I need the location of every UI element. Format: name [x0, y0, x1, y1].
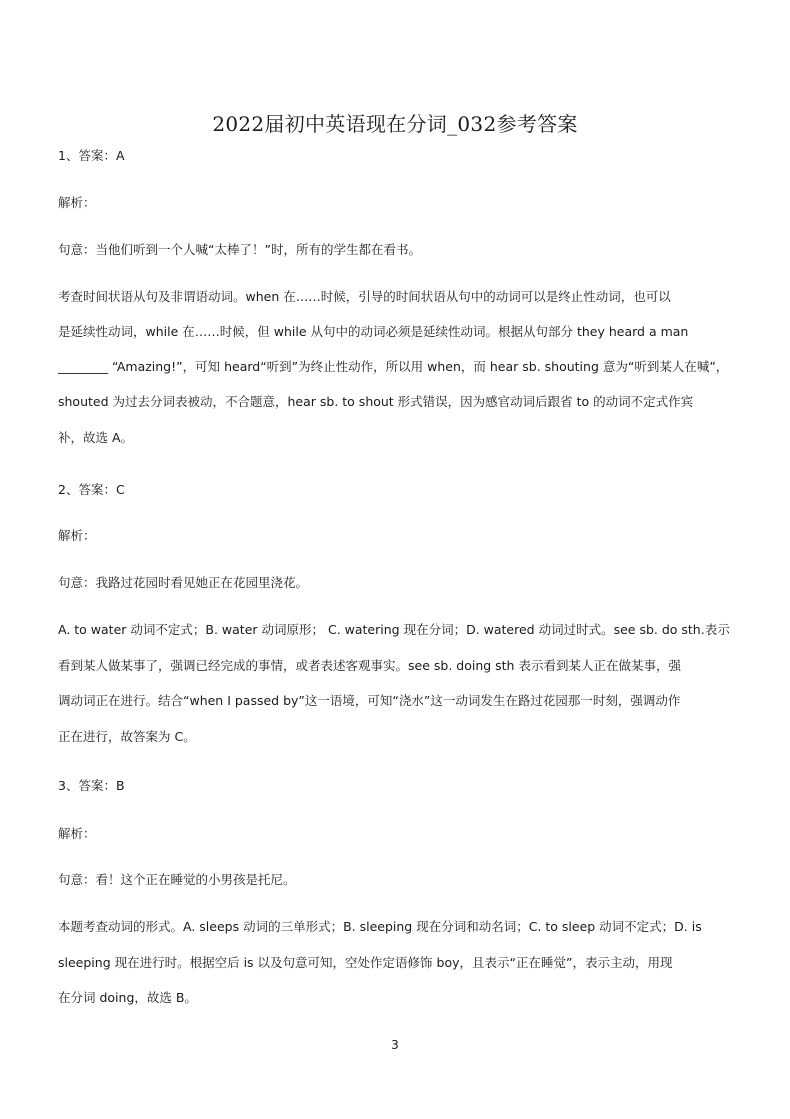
meaning-3: 句意：看！这个正在睡觉的小男孩是托尼。: [58, 872, 296, 887]
answer-1: 1、答案：A: [58, 148, 125, 163]
answer-2: 2、答案：C: [58, 482, 125, 497]
explanation-1-line-3: ________ “Amazing!”，可知 heard“听到”为终止性动作，所以用 when，而 hear sb. shouting 意为“听到某人在喊”，: [58, 359, 729, 374]
explanation-3-line-3: 在分词 doing，故选 B。: [58, 990, 197, 1005]
explanation-1-line-2: 是延续性动词，while 在……时候，但 while 从句中的动词必须是延续性动词。根据从句部分 they heard a man: [58, 324, 689, 339]
page-number: 3: [391, 1038, 399, 1052]
explanation-2-line-4: 正在进行，故答案为 C。: [58, 729, 196, 744]
meaning-2: 句意：我路过花园时看见她正在花园里浇花。: [58, 575, 309, 590]
explanation-1-line-4: shouted 为过去分词表被动，不合题意，hear sb. to shout 形式错误，因为感官动词后跟省 to 的动词不定式作宾: [58, 394, 694, 409]
explanation-2-line-2: 看到某人做某事了，强调已经完成的事情，或者表述客观事实。see sb. doing sth 表示看到某人正在做某事，强: [58, 658, 681, 673]
analysis-label-1: 解析：: [58, 195, 96, 210]
document-title: 2022届初中英语现在分词_032参考答案: [212, 112, 578, 136]
analysis-label-2: 解析：: [58, 528, 96, 543]
explanation-2-line-1: A. to water 动词不定式；B. water 动词原形； C. watering 现在分词；D. watered 动词过时式。see sb. do sth.表示: [58, 622, 730, 637]
explanation-1-line-1: 考查时间状语从句及非谓语动词。when 在……时候，引导的时间状语从句中的动词可以是终止性动词，也可以: [58, 289, 671, 304]
explanation-3-line-2: sleeping 现在进行时。根据空后 is 以及句意可知，空处作定语修饰 boy，且表示“正在睡觉”，表示主动，用现: [58, 955, 673, 970]
meaning-1: 句意：当他们听到一个人喊“太棒了！”时，所有的学生都在看书。: [58, 242, 421, 257]
explanation-1-line-5: 补，故选 A。: [58, 430, 134, 445]
explanation-3-line-1: 本题考查动词的形式。A. sleeps 动词的三单形式；B. sleeping 现在分词和动名词；C. to sleep 动词不定式；D. is: [58, 919, 702, 934]
analysis-label-3: 解析：: [58, 826, 96, 841]
answer-3: 3、答案：B: [58, 778, 125, 793]
explanation-2-line-3: 调动词正在进行。结合“when I passed by”这一语境，可知“浇水”这一动词发生在路过花园那一时刻，强调动作: [58, 693, 681, 708]
